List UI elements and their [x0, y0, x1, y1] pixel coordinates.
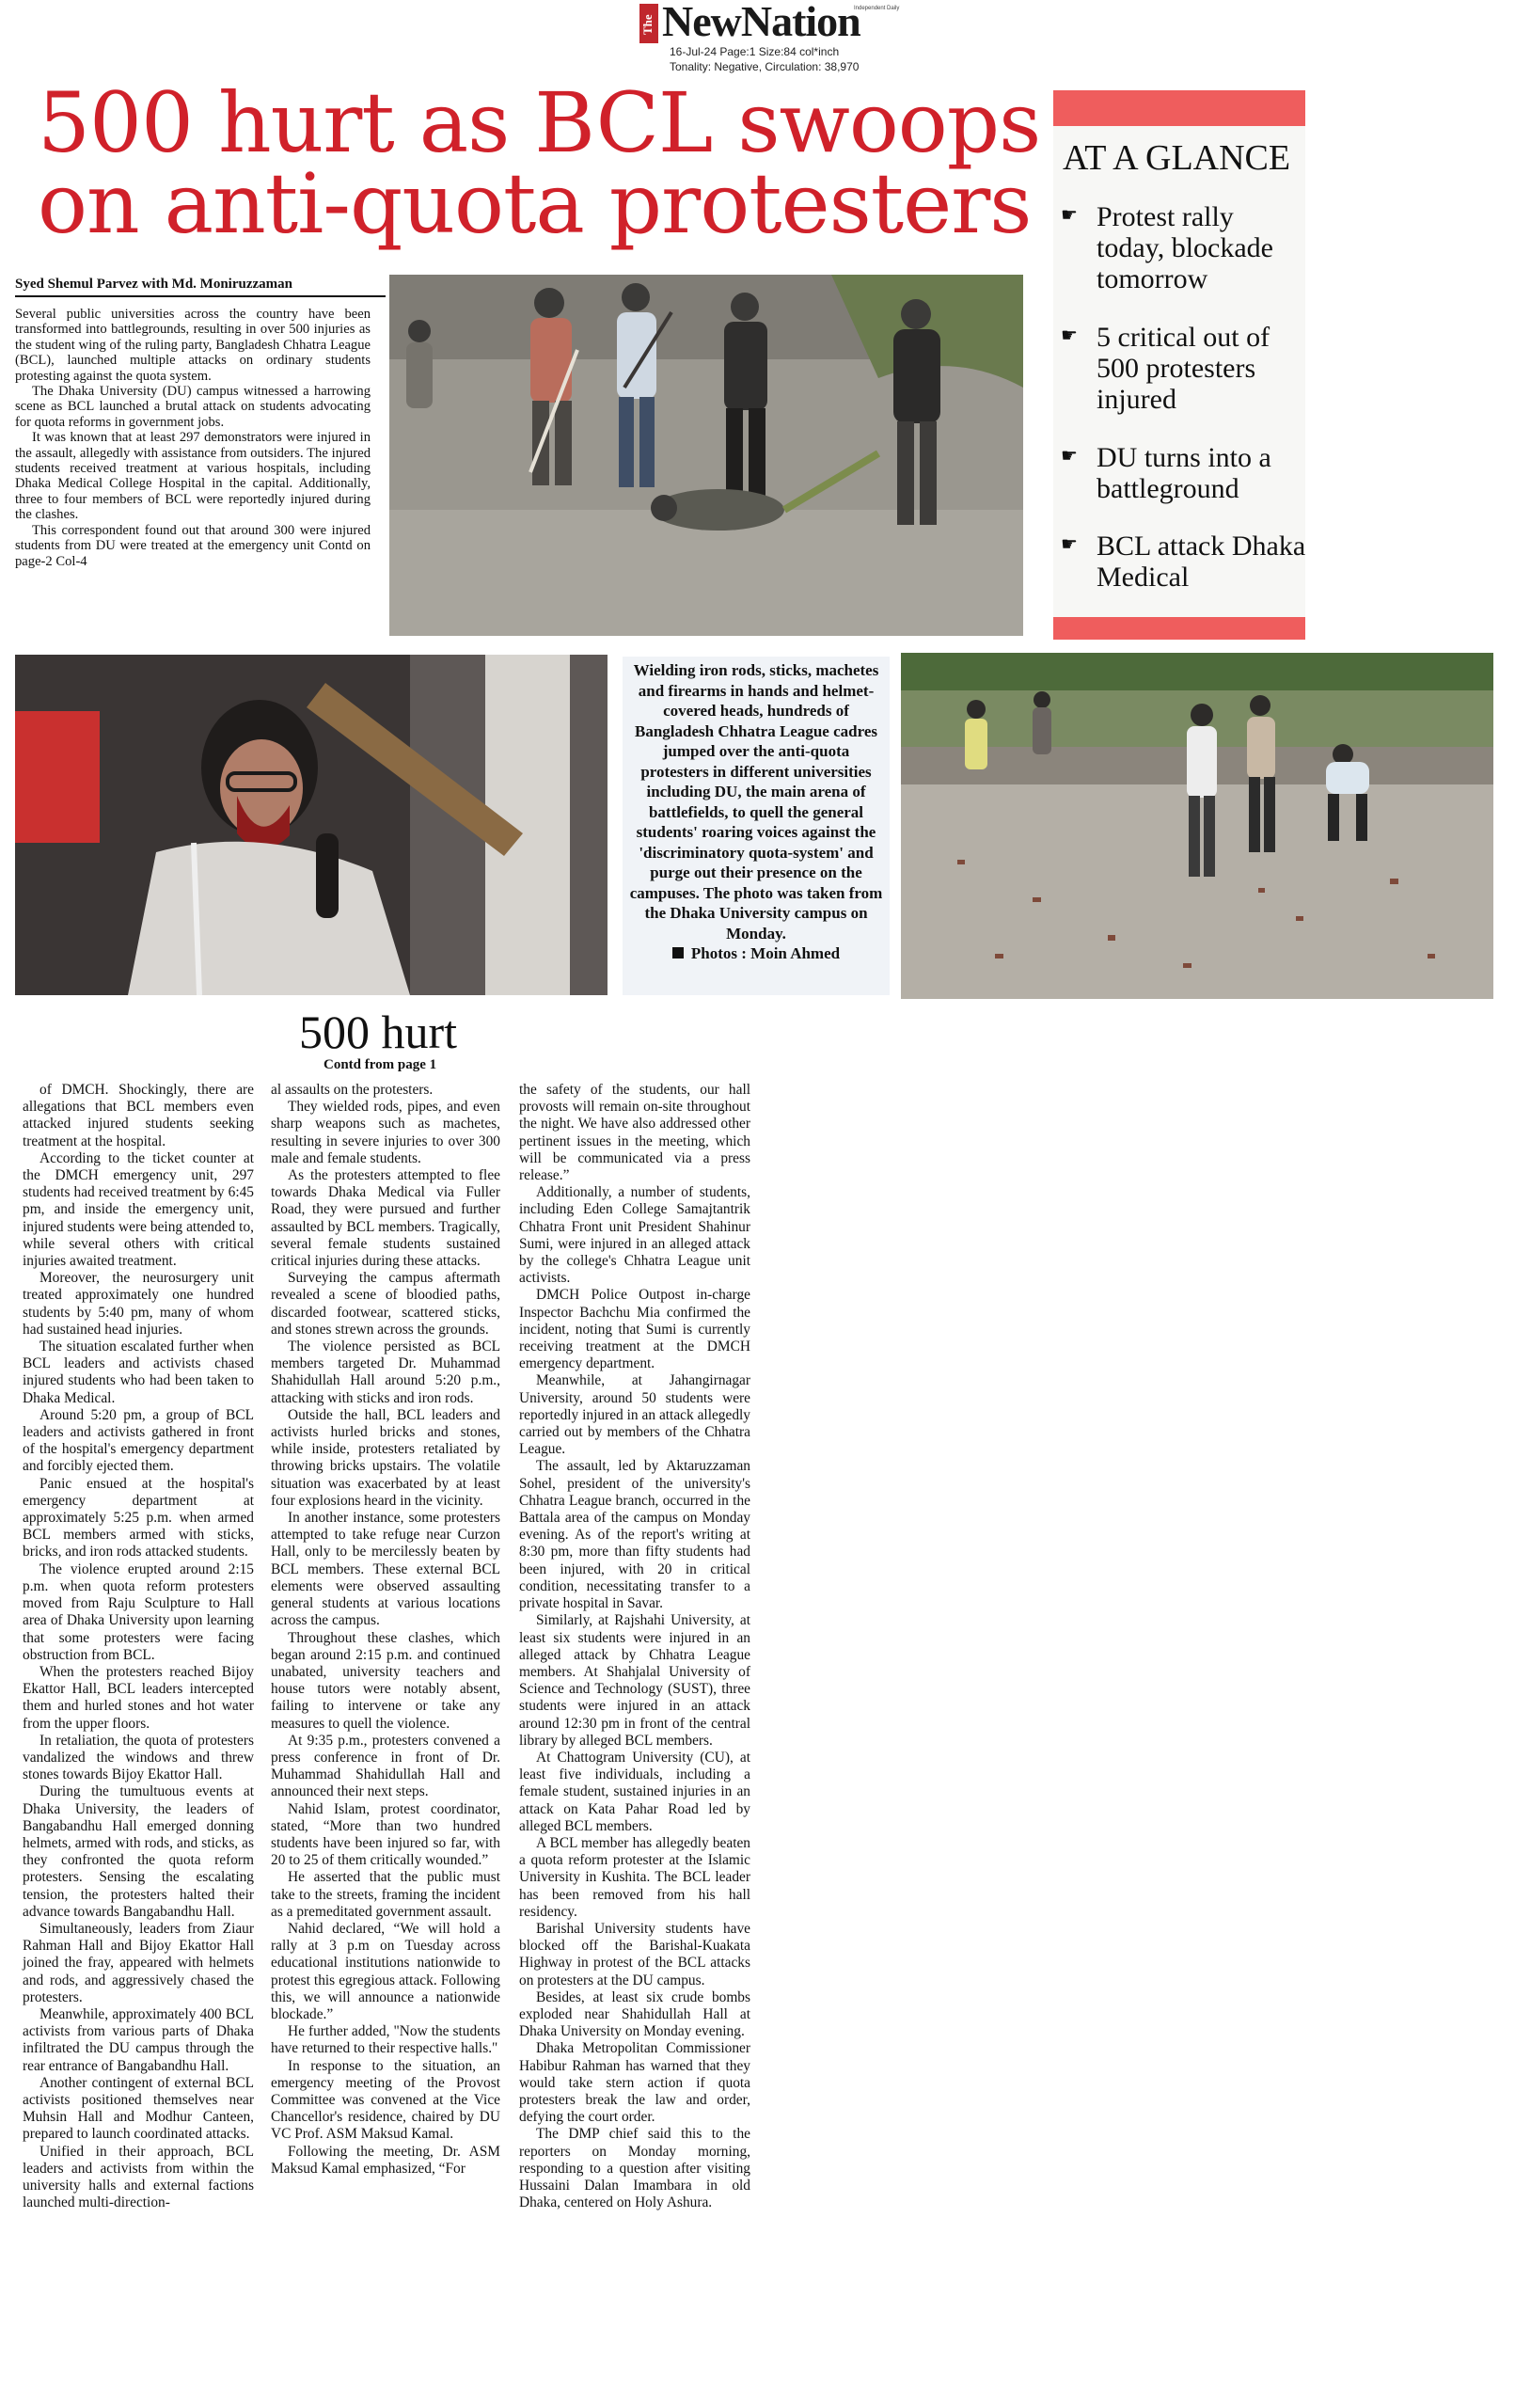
- glance-item: [1061, 531, 1307, 593]
- column-paragraph: Around 5:20 pm, a group of BCL leaders and activists gathered in front of the hospital's emergency department and forcibly ejected them.: [23, 1406, 254, 1475]
- byline: Syed Shemul Parvez with Md. Moniruzzaman: [15, 277, 292, 292]
- logo-tagline: Independent Daily: [854, 6, 900, 11]
- column-paragraph: the safety of the students, our hall provosts will remain on-site throughout the night. We have also addressed other pertinent issues in the meeting, which will be communicated via a press release.”: [519, 1082, 750, 1184]
- column-paragraph: Meanwhile, at Jahangirnagar University, around 50 students were reportedly injured in an attack allegedly carried out by members of the Chhatra League.: [519, 1372, 750, 1458]
- column-paragraph: Surveying the campus aftermath revealed a scene of bloodied paths, discarded footwear, scattered sticks, and stones strewn across the grounds.: [271, 1270, 500, 1338]
- newspaper-logo: NewNation: [662, 0, 860, 45]
- glance-item-text: Protest rally today, blockade tomorrow: [1097, 201, 1273, 294]
- column-paragraph: In retaliation, the quota of protesters vandalized the windows and threw stones towards Bijoy Ekattor Hall.: [23, 1732, 254, 1783]
- column-paragraph: Panic ensued at the hospital's emergency department at approximately 5:25 p.m. when armed BCL members armed with sticks, bricks, and iron rods attacked students.: [23, 1475, 254, 1560]
- lead-paragraph: Several public universities across the country have been transformed into battlegrounds, resulting in over 500 injuries as the student wing of the ruling party, Bangladesh Chhatra League (BCL), launched multiple attacks on ordinary students protesting against the quota system.: [15, 307, 371, 384]
- article-column-1: [23, 1082, 254, 2211]
- masthead: [621, 0, 903, 75]
- photo-injured-protester: [15, 655, 608, 995]
- glance-item: [1061, 201, 1307, 294]
- column-paragraph: At Chattogram University (CU), at least five individuals, including a female student, sustained injuries in an attack on Kata Pahar Road led by alleged BCL members.: [519, 1749, 750, 1834]
- photo-credit: [628, 943, 884, 964]
- lead-paragraph: It was known that at least 297 demonstrators were injured in the assault, allegedly with assistance from outsiders. The injured students received treatment at various hospitals, including Dhaka Medical College Hospital in the capital. Additionally, three to four members of BCL were reportedly injured during the clashes.: [15, 430, 371, 523]
- glance-item-text: 5 critical out of 500 protesters injured: [1097, 322, 1270, 415]
- lead-paragraph: The Dhaka University (DU) campus witnessed a harrowing scene as BCL launched a brutal attack on students advocating for quota reforms in government jobs.: [15, 384, 371, 430]
- glance-item: [1061, 322, 1307, 415]
- column-paragraph: Moreover, the neurosurgery unit treated approximately one hundred students by 5:40 pm, many of whom had sustained head injuries.: [23, 1270, 254, 1338]
- pointing-hand-icon: ☛: [1061, 325, 1078, 346]
- lead-story: [15, 307, 371, 569]
- glance-title: AT A GLANCE: [1063, 138, 1291, 178]
- column-paragraph: Following the meeting, Dr. ASM Maksud Kamal emphasized, “For: [271, 2143, 500, 2177]
- column-paragraph: When the protesters reached Bijoy Ekattor Hall, BCL leaders intercepted them and hurled stones and hot water from the upper floors.: [23, 1663, 254, 1732]
- column-paragraph: At 9:35 p.m., protesters convened a press conference in front of Dr. Muhammad Shahidullah Hall and announced their next steps.: [271, 1732, 500, 1800]
- column-paragraph: Barishal University students have blocked off the Barishal-Kuakata Highway in protest of the BCL attacks on protesters at the DU campus.: [519, 1920, 750, 1988]
- headline: [38, 74, 1041, 252]
- jump-continued-from: Contd from page 1: [324, 1057, 437, 1072]
- glance-item: [1061, 442, 1307, 504]
- column-paragraph: According to the ticket counter at the DMCH emergency unit, 297 students had received treatment by 6:45 pm, and inside the emergency unit, injured students were being attended to, while several others with critical injuries awaited treatment.: [23, 1149, 254, 1270]
- article-column-2: [271, 1082, 500, 2178]
- column-paragraph: The situation escalated further when BCL leaders and activists chased injured students who had been taken to Dhaka Medical.: [23, 1339, 254, 1406]
- column-paragraph: He further added, "Now the students have returned to their respective halls.": [271, 2023, 500, 2057]
- column-paragraph: Outside the hall, BCL leaders and activists hurled bricks and stones, while inside, protesters retaliated by throwing bricks upstairs. The volatile situation was exacerbated by at least four explosions heard in the vicinity.: [271, 1406, 500, 1509]
- caption-text: Wielding iron rods, sticks, machetes and firearms in hands and helmet-covered heads, hundreds of Bangladesh Chhatra League cadres jumped over the anti-quota protesters in different universities including DU, the main arena of battlefields, to quell the general students' roaring voices against the 'discriminatory quota-system' and purge out their presence on the campuses. The photo was taken from the Dhaka University campus on Monday.: [629, 661, 883, 943]
- logo-the: The: [640, 14, 655, 35]
- square-bullet-icon: [672, 947, 684, 958]
- column-paragraph: Nahid Islam, protest coordinator, stated, “More than two hundred students have been injured so far, with 20 to 25 of them critically wounded.”: [271, 1800, 500, 1869]
- column-paragraph: In response to the situation, an emergency meeting of the Provost Committee was convened at the Vice Chancellor's residence, chaired by DU VC Prof. ASM Maksud Kamal.: [271, 2057, 500, 2143]
- headline-line-1: 500 hurt as BCL swoops: [38, 74, 1041, 171]
- column-paragraph: of DMCH. Shockingly, there are allegations that BCL members even attacked injured students seeking treatment at the hospital.: [23, 1082, 254, 1149]
- column-paragraph: Besides, at least six crude bombs exploded near Shahidullah Hall at Dhaka University on Monday evening.: [519, 1988, 750, 2040]
- glance-item-text: BCL attack Dhaka Medical: [1097, 531, 1306, 593]
- photo-campus-illustration: [901, 653, 1493, 999]
- article-column-3: [519, 1082, 750, 2211]
- glance-accent-bar-top: [1053, 90, 1305, 126]
- column-paragraph: Additionally, a number of students, including Eden College Samajtantrik Chhatra Front unit President Shahinur Sumi, were injured in an alleged attack by the college's Chhatra League unit activists.: [519, 1184, 750, 1287]
- photo-injured-illustration: [15, 655, 608, 995]
- column-paragraph: The violence persisted as BCL members targeted Dr. Muhammad Shahidullah Hall around 5:20 p.m., attacking with sticks and iron rods.: [271, 1339, 500, 1406]
- headline-line-2: on anti-quota protesters: [38, 155, 1032, 252]
- glance-accent-bar-bottom: [1053, 617, 1305, 640]
- column-paragraph: DMCH Police Outpost in-charge Inspector Bachchu Mia confirmed the incident, noting that Sumi is currently receiving treatment at the DMCH emergency department.: [519, 1287, 750, 1372]
- column-paragraph: Similarly, at Rajshahi University, at least six students were injured in an alleged attack by Chhatra League members. At Shahjalal University of Science and Technology (SUST), three students were injured in an attack around 12:30 pm in front of the central library by alleged BCL members.: [519, 1612, 750, 1749]
- photo-clash-scene: [389, 275, 1023, 636]
- column-paragraph: A BCL member has allegedly beaten a quota reform protester at the Islamic University in Kushita. The BCL leader has been removed from his hall residency.: [519, 1834, 750, 1920]
- photo-clash-illustration: [389, 275, 1023, 636]
- pointing-hand-icon: ☛: [1061, 534, 1078, 555]
- byline-rule: [15, 295, 386, 297]
- photo-credit-text: Photos : Moin Ahmed: [690, 944, 841, 962]
- column-paragraph: Throughout these clashes, which began around 2:15 p.m. and continued unabated, university teachers and house tutors were notably absent, failing to intervene or take any measures to quell the violence.: [271, 1629, 500, 1732]
- column-paragraph: The assault, led by Aktaruzzaman Sohel, president of the university's Chhatra League branch, occurred in the Battala area of the campus on Monday evening. As of the report's writing at 8:30 pm, more than fifty students had been injured, with 20 in critical condition, necessitating transfer to a private hospital in Savar.: [519, 1458, 750, 1612]
- column-paragraph: Another contingent of external BCL activists positioned themselves near Muhsin Hall and Modhur Canteen, prepared to launch coordinated attacks.: [23, 2074, 254, 2143]
- glance-item-text: DU turns into a battleground: [1097, 442, 1271, 504]
- column-paragraph: al assaults on the protesters.: [271, 1082, 434, 1098]
- jump-headline: 500 hurt: [299, 1006, 458, 1058]
- column-paragraph: Nahid declared, “We will hold a rally at 3 p.m on Tuesday across educational institutions nationwide to protest this egregious attack. Following this, we will announce a nationwide blockade.”: [271, 1920, 500, 2022]
- column-paragraph: Simultaneously, leaders from Ziaur Rahman Hall and Bijoy Ekattor Hall joined the fray, appeared with helmets and rods, and aggressively chased the protesters.: [23, 1920, 254, 2005]
- column-paragraph: He asserted that the public must take to the streets, framing the incident as a premeditated government assault.: [271, 1869, 500, 1920]
- column-paragraph: The violence erupted around 2:15 p.m. when quota reform protesters moved from Raju Sculpture to Hall area of Dhaka University upon learning that some protesters were facing obstruction from BCL.: [23, 1560, 254, 1663]
- clipping-meta-tonality: Tonality: Negative, Circulation: 38,970: [670, 60, 860, 73]
- photo-caption: [628, 660, 884, 964]
- column-paragraph: During the tumultuous events at Dhaka University, the leaders of Bangabandhu Hall emerged donning helmets, armed with rods, and sticks, as they confronted the quota reform protesters. Sensing the escalating tension, the protesters halted their advance towards Bangabandhu Hall.: [23, 1783, 254, 1920]
- pointing-hand-icon: ☛: [1061, 446, 1078, 467]
- photo-campus-attack: [901, 653, 1493, 999]
- column-paragraph: As the protesters attempted to flee towards Dhaka Medical via Fuller Road, they were pursued and further assaulted by BCL members. Tragically, several female students sustained critical injuries during these attacks.: [271, 1167, 500, 1270]
- column-paragraph: They wielded rods, pipes, and even sharp weapons such as machetes, resulting in severe injuries to over 300 male and female students.: [271, 1099, 500, 1166]
- pointing-hand-icon: ☛: [1061, 205, 1078, 226]
- column-paragraph: Meanwhile, approximately 400 BCL activists from various parts of Dhaka infiltrated the DU campus through the rear entrance of Bangabandhu Hall.: [23, 2005, 254, 2074]
- column-paragraph: The DMP chief said this to the reporters on Monday morning, responding to a question after visiting Hussaini Dalan Imambara in old Dhaka, centered on Holy Ashura.: [519, 2126, 750, 2211]
- lead-paragraph: This correspondent found out that around 300 were injured students from DU were treated at the emergency unit Contd on page-2 Col-4: [15, 522, 371, 569]
- clipping-meta-date: 16-Jul-24 Page:1 Size:84 col*inch: [670, 45, 840, 58]
- column-paragraph: Dhaka Metropolitan Commissioner Habibur Rahman has warned that they would take stern action if quota protesters break the law and order, defying the court order.: [519, 2040, 750, 2126]
- column-paragraph: Unified in their approach, BCL leaders and activists from within the university halls and external factions launched multi-direction-: [23, 2143, 254, 2211]
- column-paragraph: In another instance, some protesters attempted to take refuge near Curzon Hall, only to be mercilessly beaten by BCL members. These external BCL elements were observed assaulting general students at various locations across the campus.: [271, 1510, 500, 1629]
